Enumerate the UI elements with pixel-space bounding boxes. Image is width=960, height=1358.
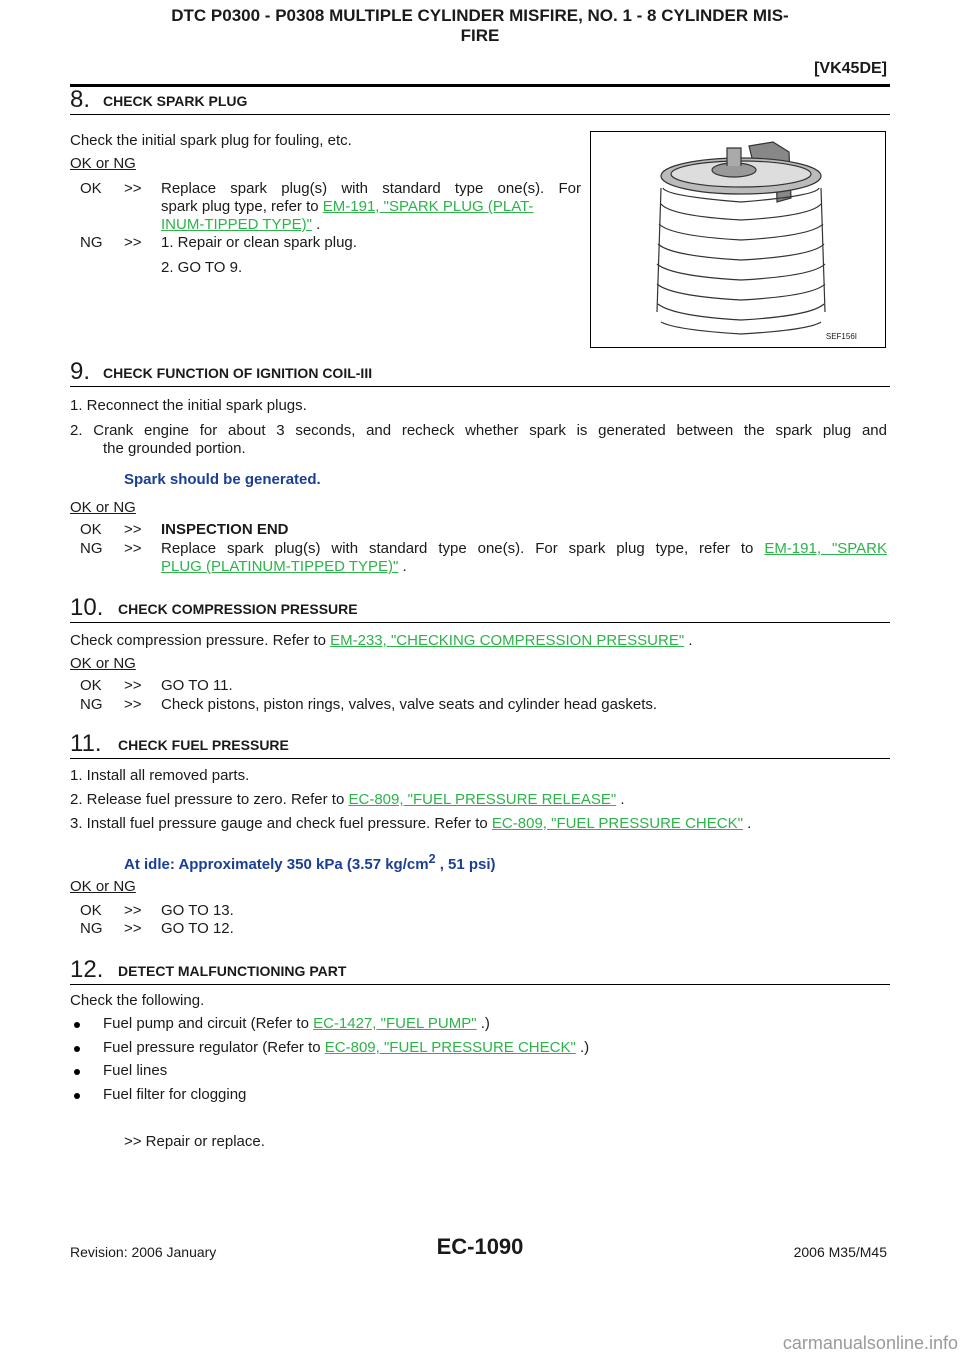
arrow: >> — [124, 234, 142, 251]
section-number: 11. — [70, 730, 102, 757]
spark-plug-illustration — [591, 132, 885, 347]
step-2-line2: the grounded portion. — [103, 440, 246, 457]
spec-text: Spark should be generated. — [124, 471, 321, 488]
ok-or-ng-label: OK or NG — [70, 155, 136, 172]
section-8-intro: Check the initial spark plug for fouling, etc. — [70, 132, 352, 149]
bullet-icon — [74, 1069, 80, 1075]
section-title: DETECT MALFUNCTIONING PART — [118, 963, 347, 979]
section-number: 12. — [70, 956, 104, 983]
model-tag: [VK45DE] — [814, 60, 887, 77]
ng-label: NG — [80, 234, 103, 251]
section-title: CHECK SPARK PLUG — [103, 93, 248, 109]
arrow: >> — [124, 540, 142, 557]
list-item: Fuel pressure regulator (Refer to EC-809, "FUEL PRESSURE CHECK" .) — [72, 1039, 589, 1057]
link-em-191[interactable]: EM-191, "SPARK — [764, 540, 888, 557]
ok-or-ng-label: OK or NG — [70, 878, 136, 895]
ng-action-line1: 1. Repair or clean spark plug. — [161, 234, 357, 251]
list-item: Fuel pump and circuit (Refer to EC-1427, "FUEL PUMP" .) — [72, 1015, 490, 1033]
revision-date: Revision: 2006 January — [70, 1244, 217, 1260]
section-title: CHECK FUNCTION OF IGNITION COIL-III — [103, 365, 373, 381]
arrow: >> — [124, 920, 142, 937]
section-11-header — [70, 732, 890, 759]
section-12-intro: Check the following. — [70, 992, 205, 1009]
ok-action-line1: Replace spark plug(s) with standard type one(s). For — [161, 180, 581, 197]
section-number: 10. — [70, 594, 104, 621]
link-em-191[interactable]: EM-191, "SPARK PLUG (PLAT- — [322, 198, 534, 215]
arrow: >> — [124, 180, 142, 197]
ng-action: GO TO 12. — [161, 920, 234, 937]
link-ec-809-check[interactable]: EC-809, "FUEL PRESSURE CHECK" — [491, 815, 743, 832]
bullet-icon — [74, 1022, 80, 1028]
ok-label: OK — [80, 902, 102, 919]
link-em-233[interactable]: EM-233, "CHECKING COMPRESSION PRESSURE" — [330, 632, 685, 649]
figure-id: SEF156I — [825, 332, 857, 341]
ok-or-ng-label: OK or NG — [70, 499, 136, 516]
ng-label: NG — [80, 920, 103, 937]
page-title — [0, 6, 960, 46]
ok-label: OK — [80, 180, 102, 197]
ng-action: Check pistons, piston rings, valves, valve seats and cylinder head gaskets. — [161, 696, 658, 713]
section-number: 9. — [70, 358, 91, 385]
page-title-line1: DTC P0300 - P0308 MULTIPLE CYLINDER MISFIRE, NO. 1 - 8 CYLINDER MIS- — [171, 6, 789, 25]
step-1: 1. Reconnect the initial spark plugs. — [70, 397, 307, 414]
link-em-191-cont[interactable]: PLUG (PLATINUM-TIPPED TYPE)" — [161, 558, 399, 575]
ok-action: INSPECTION END — [161, 521, 289, 538]
header-rule — [70, 84, 890, 87]
link-ec-1427[interactable]: EC-1427, "FUEL PUMP" — [313, 1015, 477, 1032]
list-item: Fuel lines — [72, 1062, 167, 1080]
arrow: >> — [124, 902, 142, 919]
link-em-191-cont[interactable]: INUM-TIPPED TYPE)" — [161, 216, 312, 233]
ng-label: NG — [80, 696, 103, 713]
ok-label: OK — [80, 677, 102, 694]
watermark: carmanualsonline.info — [782, 1333, 958, 1353]
ng-action-line2: PLUG (PLATINUM-TIPPED TYPE)" . — [161, 558, 407, 575]
final-action: >> Repair or replace. — [124, 1133, 265, 1150]
ok-label: OK — [80, 521, 102, 538]
step-2: 2. Release fuel pressure to zero. Refer to EC-809, "FUEL PRESSURE RELEASE" . — [70, 791, 625, 808]
step-1: 1. Install all removed parts. — [70, 767, 250, 784]
ok-or-ng-label: OK or NG — [70, 655, 136, 672]
spec-text: At idle: Approximately 350 kPa (3.57 $kg/cm^2$ , 51 psi) — [124, 852, 496, 873]
step-3: 3. Install fuel pressure gauge and check fuel pressure. Refer to EC-809, "FUEL PRESSURE CHECK" . — [70, 815, 752, 832]
ok-action-line2: spark plug type, refer to EM-191, "SPARK PLUG (PLAT- — [161, 198, 534, 215]
arrow: >> — [124, 677, 142, 694]
section-8-header — [70, 88, 890, 115]
link-ec-809-release[interactable]: EC-809, "FUEL PRESSURE RELEASE" — [348, 791, 617, 808]
section-10-intro: Check compression pressure. Refer to EM-233, "CHECKING COMPRESSION PRESSURE" . — [70, 632, 693, 649]
list-item: Fuel filter for clogging — [72, 1086, 246, 1104]
step-2-line1: 2. Crank engine for about 3 seconds, and recheck whether spark is generated between the spark plug and — [70, 422, 887, 439]
section-9-header — [70, 360, 890, 387]
bullet-icon — [74, 1046, 80, 1052]
ok-action: GO TO 13. — [161, 902, 234, 919]
ng-action-line2: 2. GO TO 9. — [161, 259, 243, 276]
link-ec-809-check[interactable]: EC-809, "FUEL PRESSURE CHECK" — [324, 1039, 576, 1056]
ok-action-line3: INUM-TIPPED TYPE)" . — [161, 216, 321, 233]
section-title: CHECK FUEL PRESSURE — [118, 737, 289, 753]
section-number: 8. — [70, 86, 91, 113]
page-number: EC-1090 — [436, 1234, 524, 1259]
section-12-header — [70, 958, 890, 985]
spark-plug-figure — [590, 131, 886, 348]
arrow: >> — [124, 521, 142, 538]
ng-action-line1: Replace spark plug(s) with standard type one(s). For spark plug type, refer to EM-191, "SPARK — [161, 540, 888, 557]
page-title-line2: FIRE — [460, 26, 500, 45]
section-title: CHECK COMPRESSION PRESSURE — [118, 601, 358, 617]
bullet-icon — [74, 1093, 80, 1099]
ng-label: NG — [80, 540, 103, 557]
ok-action: GO TO 11. — [161, 677, 233, 694]
model-year: 2006 M35/M45 — [793, 1244, 887, 1260]
arrow: >> — [124, 696, 142, 713]
section-10-header — [70, 596, 890, 623]
